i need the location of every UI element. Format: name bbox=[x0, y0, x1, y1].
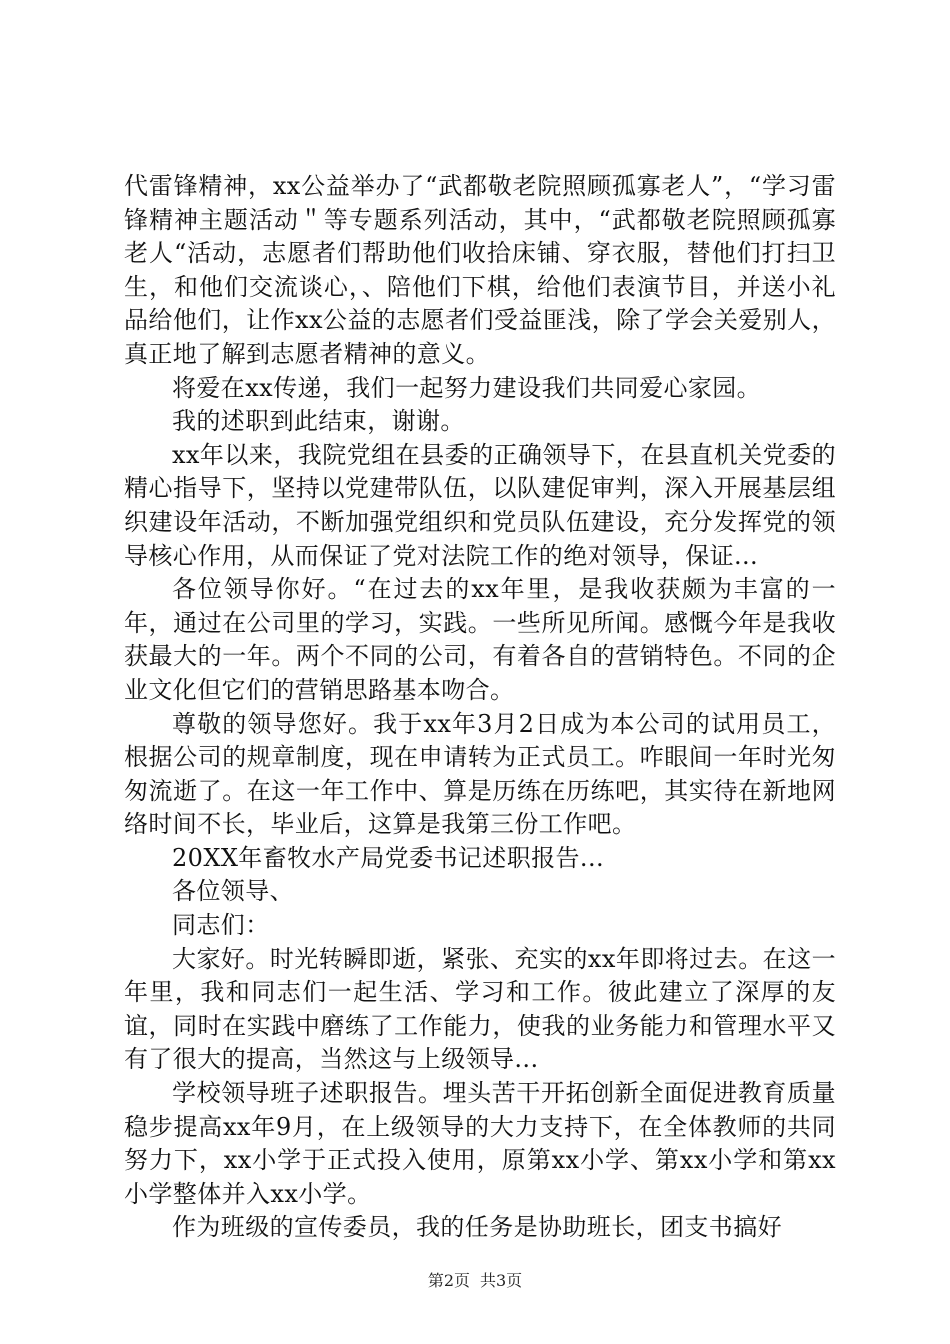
paragraph: 大家好。时光转瞬即逝，紧张、充实的xx年即将过去。在这一年里，我和同志们一起生活、学习和工作。彼此建立了深厚的友谊，同时在实践中磨练了工作能力，使我的业务能力和管理水平又有了很大的提高，当然这与上级领导... bbox=[124, 944, 836, 1074]
paragraph: 学校领导班子述职报告。埋头苦干开拓创新全面促进教育质量稳步提高xx年9月，在上级领导的大力支持下，在全体教师的共同努力下，xx小学于正式投入使用，原第xx小学、第xx小学和第xx小学整体并入xx小学。 bbox=[124, 1079, 836, 1208]
paragraph: 20XX年畜牧水产局党委书记述职报告... bbox=[172, 843, 604, 872]
paragraph: xx年以来，我院党组在县委的正确领导下，在县直机关党委的精心指导下，坚持以党建带队伍，以队建促审判，深入开展基层组织建设年活动，不断加强党组织和党员队伍建设，充分发挥党的领导核心作用，从而保证了党对法院工作的绝对领导，保证... bbox=[124, 440, 836, 570]
paragraph: 将爱在xx传递，我们一起努力建设我们共同爱心家园。 bbox=[172, 373, 762, 402]
paragraph: 尊敬的领导您好。我于xx年3月2日成为本公司的试用员工，根据公司的规章制度，现在申请转为正式员工。咋眼间一年时光匆匆流逝了。在这一年工作中、算是历练在历练吧，其实待在新地网络时间不长，毕业后，这算是我第三份工作吧。 bbox=[124, 709, 836, 839]
paragraph: 作为班级的宣传委员，我的任务是协助班长，团支书搞好 bbox=[172, 1213, 782, 1242]
paragraph: 各位领导、 bbox=[172, 877, 294, 906]
paragraph: 各位领导你好。“在过去的xx年里，是我收获颇为丰富的一年，通过在公司里的学习，实践。一些所见所闻。感慨今年是我收获最大的一年。两个不同的公司，有着各自的营销特色。不同的企业文化但它们的营销思路基本吻合。 bbox=[124, 575, 836, 704]
paragraph: 代雷锋精神，xx公益举办了“武都敬老院照顾孤寡老人”，“学习雷锋精神主题活动＂等专题系列活动，其中，“武都敬老院照顾孤寡老人“活动，志愿者们帮助他们收拾床铺、穿衣服，替他们打扫卫生，和他们交流谈心，、陪他们下棋，给他们表演节目，并送小礼品给他们，让作xx公益的志愿者们受益匪浅，除了学会关爱别人，真正地了解到志愿者精神的意义。 bbox=[124, 172, 836, 368]
document-body bbox=[124, 170, 836, 1245]
paragraph: 同志们： bbox=[172, 911, 270, 940]
page-total: 共3页 bbox=[480, 1271, 523, 1290]
page-footer bbox=[0, 1271, 950, 1291]
paragraph: 我的述职到此结束，谢谢。 bbox=[172, 407, 465, 436]
page-number: 第2页 bbox=[427, 1271, 470, 1290]
